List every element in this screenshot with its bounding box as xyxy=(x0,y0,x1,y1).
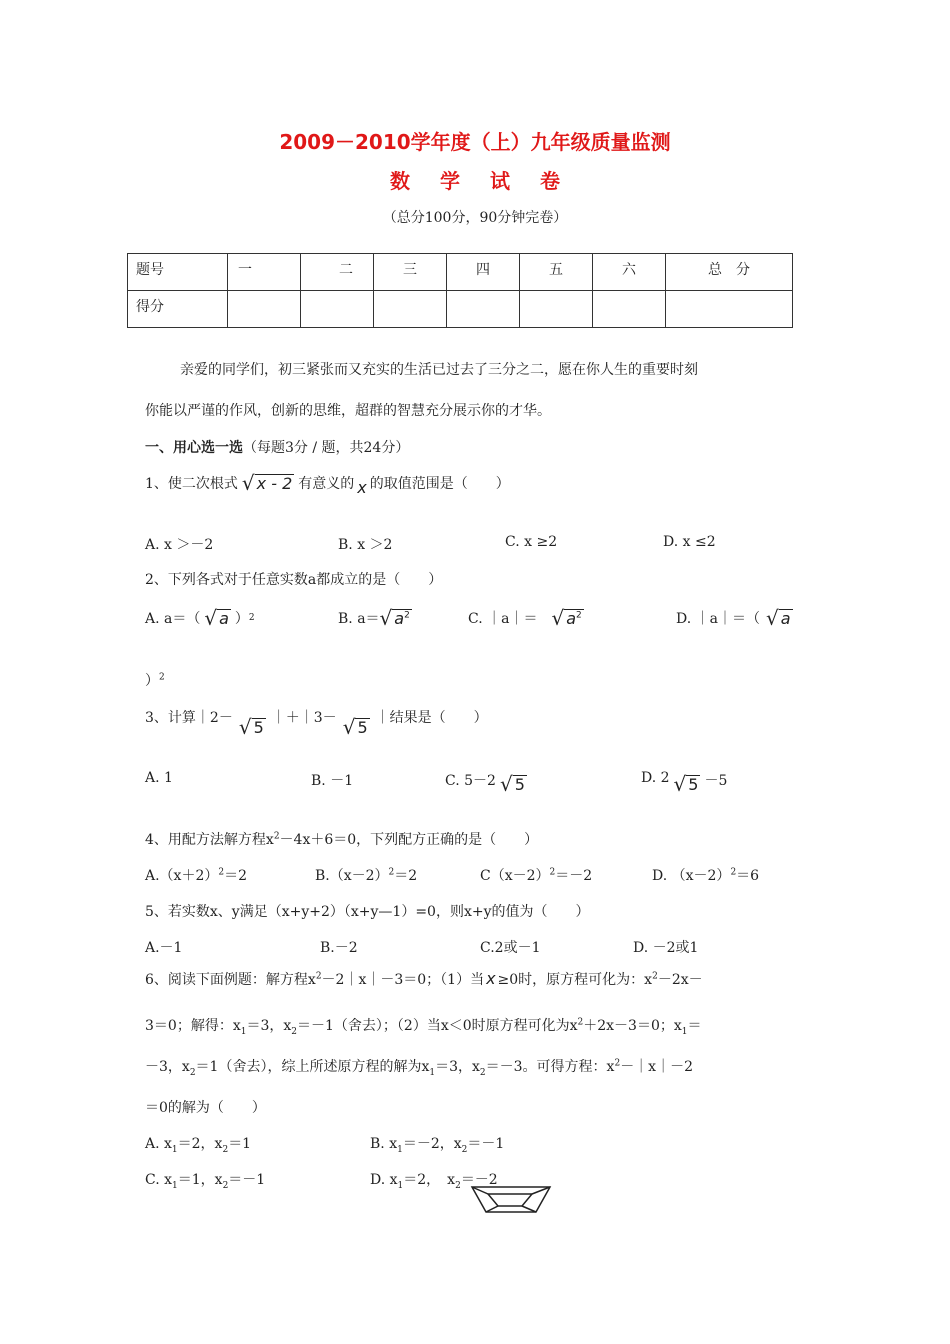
q6-text: ＝1（舍去），综上所述原方程的解为x xyxy=(195,1059,430,1075)
q4-option-c[interactable] xyxy=(480,865,592,885)
exponent: 2 xyxy=(652,971,658,982)
exponent: 2 xyxy=(218,867,225,878)
question-6-line-4: ＝0的解为（ ） xyxy=(145,1100,266,1116)
radicand: 5 xyxy=(253,718,264,738)
sqrt-expression: √ 5 xyxy=(673,772,699,796)
q3-option-a[interactable]: A. 1 xyxy=(145,770,173,786)
intro-line-2: 你能以严谨的作风，创新的思维，超群的智慧充分展示你的才华。 xyxy=(145,403,551,419)
radicand: a xyxy=(394,609,405,629)
table-row xyxy=(128,291,793,328)
option-text: ＝－1 xyxy=(467,1136,505,1152)
score-cell[interactable] xyxy=(593,291,666,328)
question-6-line-1 xyxy=(145,969,703,989)
option-text: ＝－1 xyxy=(228,1172,266,1188)
q6-text: －3，x xyxy=(145,1059,190,1075)
q5-option-b[interactable]: B.－2 xyxy=(320,940,358,956)
exponent: 2 xyxy=(273,831,280,842)
exponent: 2 xyxy=(576,611,582,622)
table-cell: 二 xyxy=(301,254,374,291)
q6-text: ＝ xyxy=(687,1018,702,1034)
option-text: C（x－2） xyxy=(480,868,550,884)
q6-text: ＝3，x xyxy=(435,1059,480,1075)
section-title: 一、用心选一选 xyxy=(145,440,243,456)
q3-text: ｜结果是（ ） xyxy=(375,710,488,726)
radicand: a xyxy=(566,609,577,629)
q6-text: 6、阅读下面例题：解方程x xyxy=(145,972,316,988)
q6-text: －2x－ xyxy=(657,972,703,988)
question-6-line-2: 3＝0；解得：$x_1=3$，$x_2=-1$（舍去）；（2）当x＜0时原方程可化为$x^2+2x-3=0$；$x_1=$ xyxy=(145,1017,702,1037)
trapezoid-figure xyxy=(470,1183,555,1215)
q5-option-a[interactable]: A.－1 xyxy=(145,940,183,956)
question-3 xyxy=(145,707,488,739)
q5-option-d[interactable]: D. －2或1 xyxy=(633,940,699,956)
option-text: ＝1，x xyxy=(177,1172,223,1188)
option-text: A. x xyxy=(145,1136,172,1152)
q3-option-d[interactable] xyxy=(641,770,728,796)
radicand: 5 xyxy=(688,775,699,795)
q6-text: －2｜x｜－3＝0；（1）当 xyxy=(321,972,485,988)
radicand: a xyxy=(219,609,229,629)
radicand: 5 xyxy=(357,718,368,738)
option-text: D. （x－2） xyxy=(652,868,731,884)
exam-note: （总分100分，90分钟完卷） xyxy=(382,210,568,226)
option-text: A.（x＋2） xyxy=(145,868,219,884)
q4-text: －4x＋6＝0，下列配方正确的是（ ） xyxy=(279,832,539,848)
option-text: ＝2，x xyxy=(177,1136,223,1152)
sqrt-expression: √ a xyxy=(204,606,229,630)
table-cell: 三 xyxy=(374,254,447,291)
variable-x: x xyxy=(486,969,496,988)
q6-option-a[interactable]: A. $x_1=2$，$x_2=1$ xyxy=(145,1136,252,1155)
option-text: A. a＝（ xyxy=(145,611,201,627)
q1-suffix: 的取值范围是（ ） xyxy=(369,476,510,492)
option-text: B. a＝ xyxy=(338,611,380,627)
q3-option-c[interactable] xyxy=(445,770,527,796)
q3-text: 3、计算｜2－ xyxy=(145,710,233,726)
sqrt-expression: √ $a^2$ xyxy=(551,606,582,630)
table-cell: 一 xyxy=(228,254,301,291)
score-cell[interactable] xyxy=(228,291,301,328)
option-text: D. 2 xyxy=(641,770,670,786)
section-1-heading xyxy=(145,437,409,457)
intro-line-1: 亲爱的同学们，初三紧张而又充实的生活已过去了三分之二，愿在你人生的重要时刻 xyxy=(180,362,698,378)
option-text: ＝2 xyxy=(224,868,248,884)
option-text: －5 xyxy=(704,773,728,789)
option-text: ＝－2，x xyxy=(402,1136,462,1152)
table-cell: 总 分 xyxy=(666,254,793,291)
score-cell[interactable] xyxy=(520,291,593,328)
q1-prefix: 1、使二次根式 xyxy=(145,476,238,492)
q2-option-a[interactable] xyxy=(145,608,255,628)
table-cell: 题号 xyxy=(128,254,228,291)
option-text: D. x xyxy=(370,1172,398,1188)
radicand: 5 xyxy=(514,775,525,795)
exponent: 2 xyxy=(388,867,395,878)
option-text: ＝1 xyxy=(228,1136,252,1152)
exponent: 2 xyxy=(404,611,410,622)
q5-option-c[interactable]: C.2或－1 xyxy=(480,940,541,956)
radicand: a xyxy=(780,609,791,629)
option-text: ） xyxy=(234,611,249,627)
q6-text: ＋2x－3＝0；x xyxy=(583,1018,682,1034)
exponent: 2 xyxy=(159,672,165,683)
option-text: B. x xyxy=(370,1136,398,1152)
q6-text: －｜x｜－2 xyxy=(620,1059,693,1075)
option-text: ＝－2 xyxy=(555,868,593,884)
q4-option-a[interactable] xyxy=(145,865,247,885)
exponent: 2 xyxy=(614,1058,621,1069)
score-cell[interactable] xyxy=(666,291,793,328)
q1-option-a[interactable]: A. x ＞－2 xyxy=(145,537,214,553)
q6-option-d[interactable]: D. $x_1=2$， $x_2=-2$ xyxy=(370,1172,498,1191)
table-cell: 六 xyxy=(593,254,666,291)
sqrt-expression: √ 5 xyxy=(499,772,525,796)
q6-text: ＝－1（舍去）；（2）当x＜0时原方程可化为x xyxy=(297,1018,578,1034)
score-cell[interactable] xyxy=(447,291,520,328)
q2-option-d[interactable] xyxy=(676,608,793,628)
sqrt-expression: √ x - 2 xyxy=(241,471,293,495)
question-1 xyxy=(145,471,510,497)
question-4 xyxy=(145,829,538,849)
option-text: C. x xyxy=(145,1172,173,1188)
exponent: 2 xyxy=(315,971,322,982)
q6-option-c[interactable]: C. $x_1=1$，$x_2=-1$ xyxy=(145,1172,266,1191)
score-table xyxy=(127,253,793,328)
exam-title: 2009－2010学年度（上）九年级质量监测 xyxy=(279,130,671,154)
q6-option-b[interactable]: B. $x_1=-2$，$x_2=-1$ xyxy=(370,1136,505,1155)
q4-option-d[interactable] xyxy=(652,865,759,885)
table-cell: 四 xyxy=(447,254,520,291)
exponent: 2 xyxy=(549,867,556,878)
q4-text: 4、用配方法解方程x xyxy=(145,832,274,848)
question-2: 2、下列各式对于任意实数a都成立的是（ ） xyxy=(145,572,443,588)
q6-text: ≥0时，原方程可化为：x xyxy=(497,972,653,988)
q1-option-c[interactable]: C. x ≥2 xyxy=(505,534,558,550)
q2-option-b[interactable] xyxy=(338,608,412,628)
exam-subject: 数学试卷 xyxy=(390,169,590,193)
option-text: C. ｜a｜＝ xyxy=(468,611,538,627)
q3-option-b[interactable]: B. －1 xyxy=(311,773,354,789)
variable-x: x xyxy=(357,477,367,497)
option-text: ＝－2 xyxy=(460,1172,498,1188)
question-6-line-3: －3，$x_2=1$（舍去），综上所述原方程的解为$x_1=3$，$x_2=-3$。可得方程：$x^2-|x|-2$ xyxy=(145,1058,693,1078)
exponent: 2 xyxy=(577,1017,584,1028)
q1-mid: 有意义的 xyxy=(298,476,355,492)
score-cell[interactable] xyxy=(301,291,374,328)
table-cell: 五 xyxy=(520,254,593,291)
sqrt-expression: √ $a^2$ xyxy=(379,606,410,630)
q2-option-c[interactable] xyxy=(468,608,584,628)
option-text: ＝2 xyxy=(394,868,418,884)
sqrt-expression: √ 5 xyxy=(342,715,368,739)
score-cell[interactable] xyxy=(374,291,447,328)
option-text: C. 5－2 xyxy=(445,773,496,789)
radicand: x - 2 xyxy=(256,474,293,494)
option-text: B.（x－2） xyxy=(315,868,389,884)
q1-option-b[interactable]: B. x ＞2 xyxy=(338,537,393,553)
question-5: 5、若实数x、y满足（x+y+2）（x+y—1）=0，则x+y的值为（ ） xyxy=(145,904,590,920)
option-text: D. ｜a｜＝（ xyxy=(676,611,760,627)
q6-text: ＝－3。可得方程：x xyxy=(485,1059,615,1075)
option-text: ） xyxy=(145,673,159,689)
option-text: ＝6 xyxy=(736,868,760,884)
q4-option-b[interactable] xyxy=(315,865,417,885)
option-text: ＝2， x xyxy=(403,1172,456,1188)
table-cell: 得分 xyxy=(128,291,228,328)
q1-option-d[interactable]: D. x ≤2 xyxy=(663,534,716,550)
q3-text: ｜＋｜3－ xyxy=(271,710,337,726)
q2-option-d-continued xyxy=(145,670,165,690)
section-rule: （每题3分 / 题，共24分） xyxy=(243,440,410,456)
sqrt-expression: √ 5 xyxy=(238,715,264,739)
sqrt-expression: √ a xyxy=(765,606,791,630)
table-row xyxy=(128,254,793,291)
q6-text: ＝3，x xyxy=(246,1018,292,1034)
exponent: 2 xyxy=(248,613,255,623)
q6-text: 3＝0；解得：x xyxy=(145,1018,241,1034)
exponent: 2 xyxy=(730,867,737,878)
